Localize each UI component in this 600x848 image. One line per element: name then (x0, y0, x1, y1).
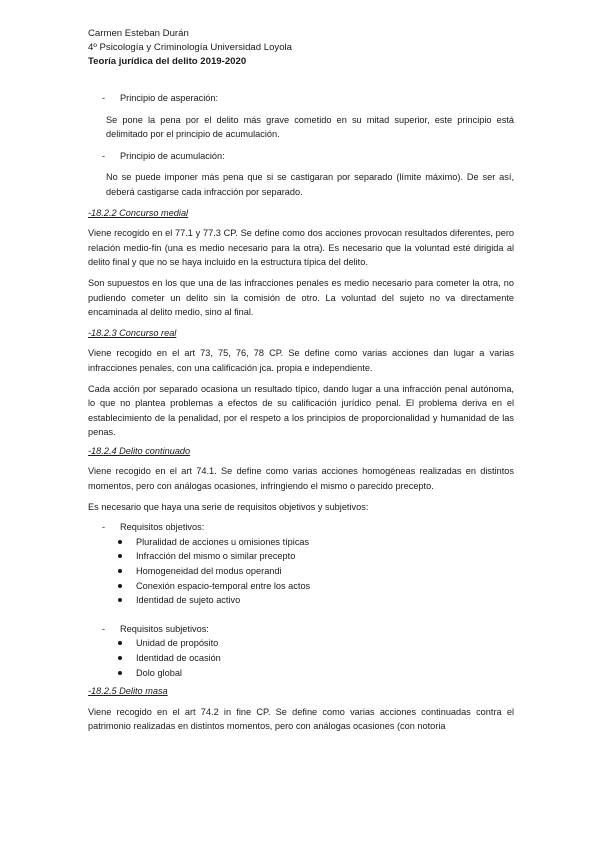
bullet-icon (118, 540, 122, 544)
requisitos-subjetivos-list (88, 636, 514, 680)
requisitos-subjetivos-title: Requisitos subjetivos: (120, 623, 209, 634)
list-item (88, 549, 514, 564)
concurso-real-paragraph-1: Viene recogido en el art 73, 75, 76, 78 CP. Se define como varias acciones dan lugar a varias infracciones penales, con una calificación jca. propia e independiente. (88, 348, 514, 373)
subject-name: Teoría jurídica del delito 2019-2020 (88, 56, 247, 67)
dash-item-asperacion (88, 91, 514, 106)
dash-mark: - (102, 93, 106, 103)
delito-masa-paragraph-1: Viene recogido en el art 74.2 in fine CP. Se define como varias acciones continuadas contra el patrimonio realizadas en distintos momentos, pero con análogas ocasiones (con notoria (88, 706, 514, 732)
page-header (88, 27, 292, 69)
list-item (88, 564, 514, 579)
list-item-text: Identidad de ocasión (136, 653, 221, 663)
section-heading-concurso-medial: -18.2.2 Concurso medial (88, 207, 189, 218)
bullet-icon (118, 554, 122, 558)
concurso-medial-paragraph-1: Viene recogido en el 77.1 y 77.3 CP. Se define como dos acciones provocan resultados diferentes, pero relación medio-fin (una es medio necesario para la otra). Es necesario que la voluntad esté dirigida al delito final y que no se haya incluido en la estructura típica del delito. (88, 228, 514, 268)
bullet-icon (118, 598, 122, 602)
bullet-icon (118, 671, 122, 675)
requisitos-objetivos-title: Requisitos objetivos: (120, 522, 205, 533)
dash-mark: - (102, 150, 106, 161)
list-item (88, 636, 514, 651)
section-heading-delito-masa: -18.2.5 Delito masa (88, 686, 168, 697)
list-item-text: Infracción del mismo o similar precepto (136, 551, 296, 562)
list-item (88, 535, 514, 550)
list-item (88, 579, 514, 594)
dash-mark: - (102, 623, 106, 634)
bullet-icon (118, 641, 122, 645)
list-item (88, 651, 514, 666)
course-name: 4º Psicología y Criminología Universidad Loyola (88, 42, 293, 53)
delito-continuado-paragraph-1: Viene recogido en el art 74.1. Se define como varias acciones homogéneas realizadas en distintos momentos, pero con análogas ocasiones, infringiendo el mismo o parecido precepto. (88, 466, 514, 492)
acumulacion-text: No se puede imponer más pena que si se castigaran por separado (límite máximo). De ser así, deberá castigarse cada infracción por separado. (106, 172, 514, 197)
document-body (88, 91, 514, 734)
concurso-real-paragraph-2: Cada acción por separado ocasiona un resultado típico, dando lugar a una infracción penal autónoma, lo que no plantea problemas a efectos de su calificación jurídico penal. El problema deriva en el establecimiento de la penalidad, por el respeto a los principios de proporcionalidad y humanidad de las penas. (88, 383, 514, 438)
list-item-text: Unidad de propósito (136, 638, 219, 649)
author-name: Carmen Esteban Durán (88, 28, 189, 39)
requisitos-objetivos-list (88, 535, 514, 608)
section-heading-delito-continuado: -18.2.4 Delito continuado (88, 445, 191, 456)
list-item-text: Dolo global (136, 667, 182, 678)
dash-item-acumulacion (88, 149, 514, 164)
list-item-text: Homogeneidad del modus operandi (136, 566, 282, 577)
asperacion-text: Se pone la pena por el delito más grave cometido en su mitad superior, este principio está delimitado por el principio de acumulación. (106, 114, 514, 140)
asperacion-title: Principio de asperación: (120, 93, 219, 103)
acumulacion-title: Principio de acumulación: (120, 150, 225, 161)
list-item-text: Identidad de sujeto activo (136, 595, 241, 606)
list-item-text: Conexión espacio-temporal entre los actos (136, 580, 311, 591)
dash-item-requisitos-objetivos (88, 520, 514, 535)
list-item (88, 666, 514, 681)
section-heading-concurso-real: -18.2.3 Concurso real (88, 327, 177, 338)
dash-mark: - (102, 522, 106, 533)
list-item (88, 593, 514, 608)
bullet-icon (118, 584, 122, 588)
concurso-medial-paragraph-2: Son supuestos en los que una de las infracciones penales es medio necesario para cometer la otra, no pudiendo cometer un delito sin la comisión de otro. La voluntad del sujeto no va directamente encaminada al delito medio, sino al final. (88, 277, 514, 318)
delito-continuado-paragraph-2: Es necesario que haya una serie de requisitos objetivos y subjetivos: (88, 501, 369, 512)
bullet-icon (118, 569, 122, 573)
list-item-text: Pluralidad de acciones u omisiones típicas (136, 536, 310, 547)
bullet-icon (118, 656, 122, 660)
dash-item-requisitos-subjetivos (88, 622, 514, 637)
